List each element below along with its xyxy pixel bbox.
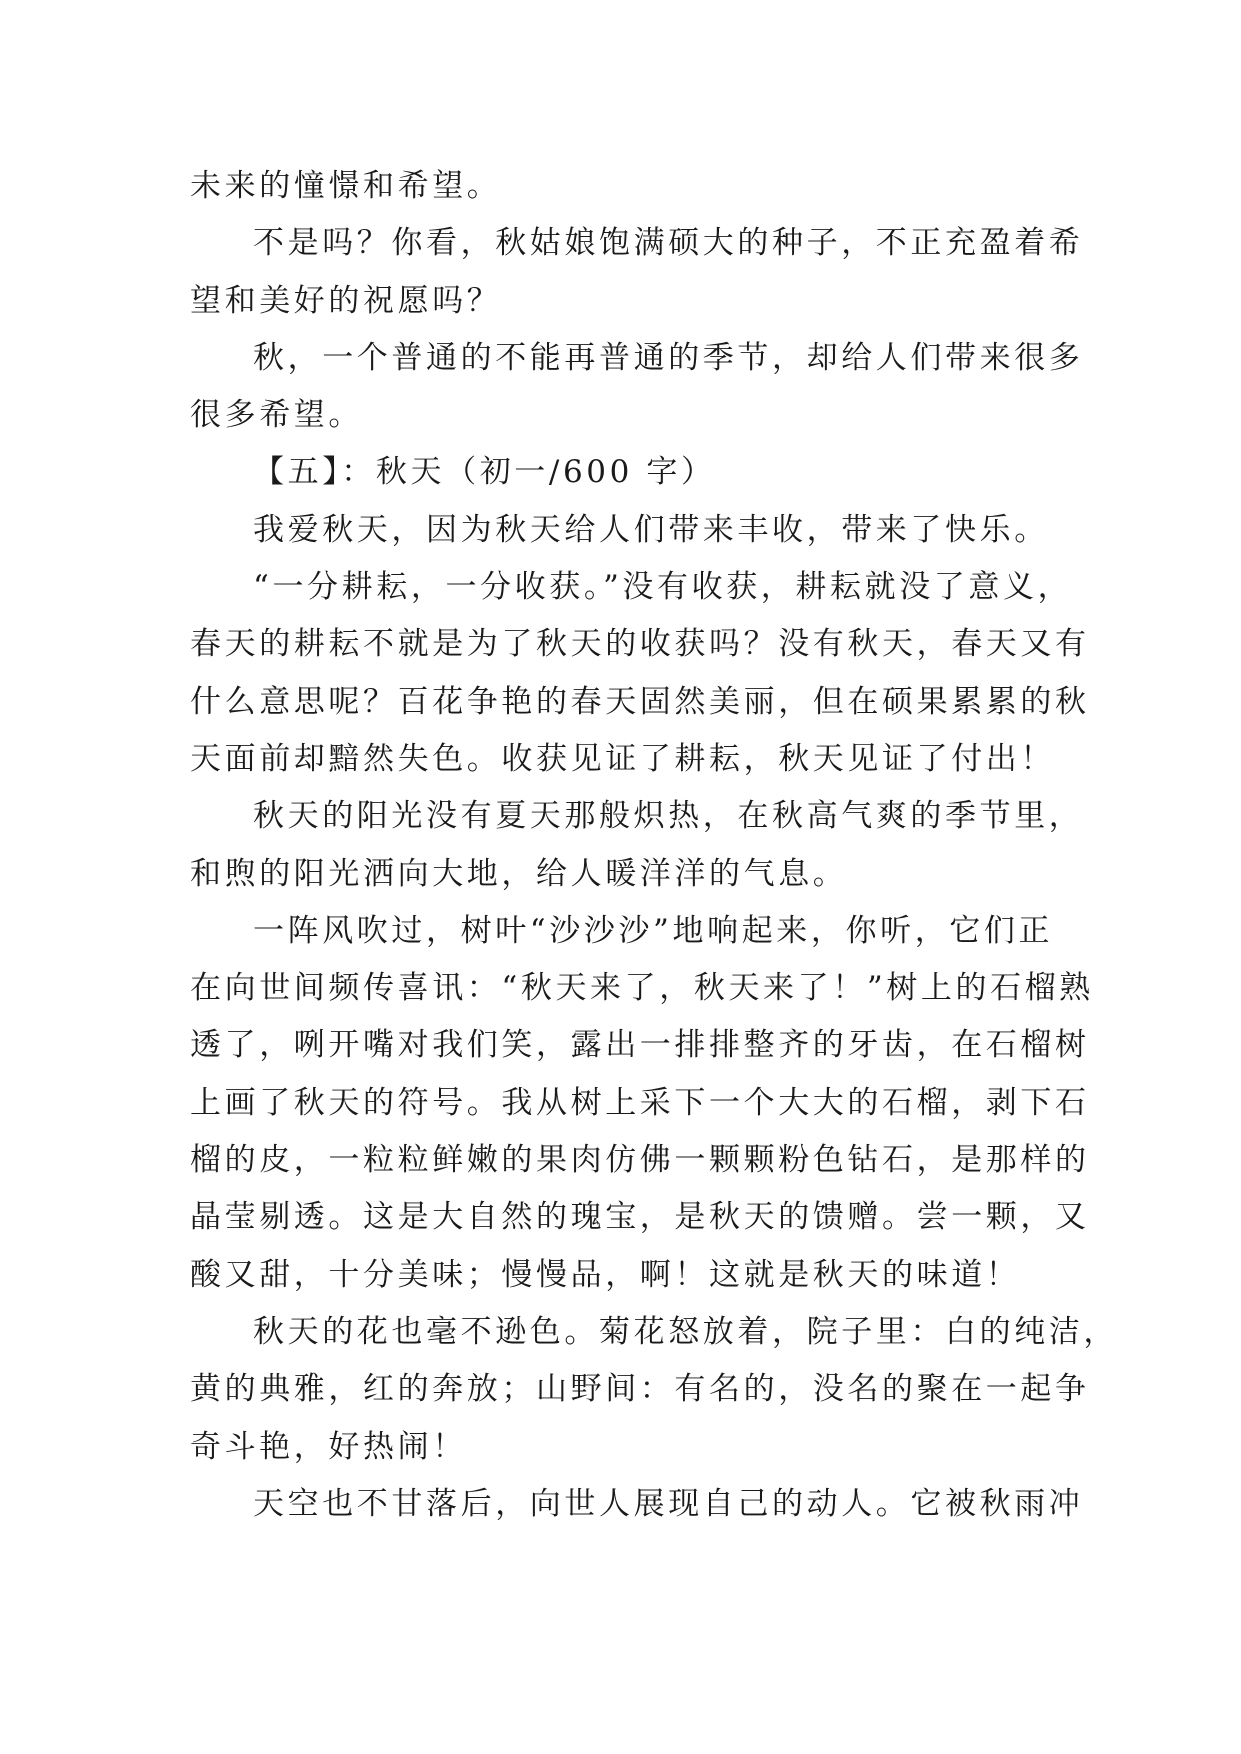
text-line: “一分耕耘，一分收获。”没有收获，耕耘就没了意义， — [253, 569, 1073, 606]
text-line: 很多希望。 — [190, 397, 363, 434]
text-line: 未来的憧憬和希望。 — [190, 168, 502, 204]
text-line: 天面前却黯然失色。收获见证了耕耘，秋天见证了付出！ — [190, 740, 1055, 777]
document-body — [190, 158, 1118, 1533]
text-line: 秋天的花也毫不逊色。菊花怒放着，院子里：白的纯洁， — [253, 1313, 1118, 1350]
text-line: 晶莹剔透。这是大自然的瑰宝，是秋天的馈赠。尝一颗，又 — [190, 1199, 1090, 1236]
text-line: 上画了秋天的符号。我从树上采下一个大大的石榴，剥下石 — [190, 1084, 1090, 1121]
text-line: 秋天的阳光没有夏天那般炽热，在秋高气爽的季节里， — [253, 798, 1084, 835]
text-line: 春天的耕耘不就是为了秋天的收获吗？没有秋天，春天又有 — [190, 626, 1090, 663]
text-line: 黄的典雅，红的奔放；山野间：有名的，没名的聚在一起争 — [190, 1371, 1090, 1408]
text-line: 奇斗艳，好热闹！ — [190, 1428, 467, 1465]
text-line: 秋，一个普通的不能再普通的季节，却给人们带来很多 — [253, 339, 1084, 376]
text-line: 天空也不甘落后，向世人展现自己的动人。它被秋雨冲 — [253, 1485, 1084, 1522]
text-line: 一阵风吹过，树叶“沙沙沙”地响起来，你听，它们正 — [253, 912, 1054, 949]
text-line: 望和美好的祝愿吗？ — [190, 282, 502, 319]
text-line: 榴的皮，一粒粒鲜嫩的果肉仿佛一颗颗粉色钻石，是那样的 — [190, 1142, 1090, 1179]
text-line: 我爱秋天，因为秋天给人们带来丰收，带来了快乐。 — [253, 511, 1049, 548]
text-line: 和煦的阳光洒向大地，给人暖洋洋的气息。 — [190, 855, 848, 892]
text-line: 透了，咧开嘴对我们笑，露出一排排整齐的牙齿，在石榴树 — [190, 1027, 1090, 1064]
text-line: 不是吗？你看，秋姑娘饱满硕大的种子，不正充盈着希 — [253, 225, 1084, 262]
text-line: 什么意思呢？百花争艳的春天固然美丽，但在硕果累累的秋 — [190, 683, 1090, 720]
text-line: 酸又甜，十分美味；慢慢品，啊！这就是秋天的味道！ — [190, 1256, 1021, 1293]
section-heading: 【五】：秋天（初一/600 字） — [253, 454, 716, 491]
text-line: 在向世间频传喜讯：“秋天来了，秋天来了！”树上的石榴熟 — [190, 970, 1094, 1007]
